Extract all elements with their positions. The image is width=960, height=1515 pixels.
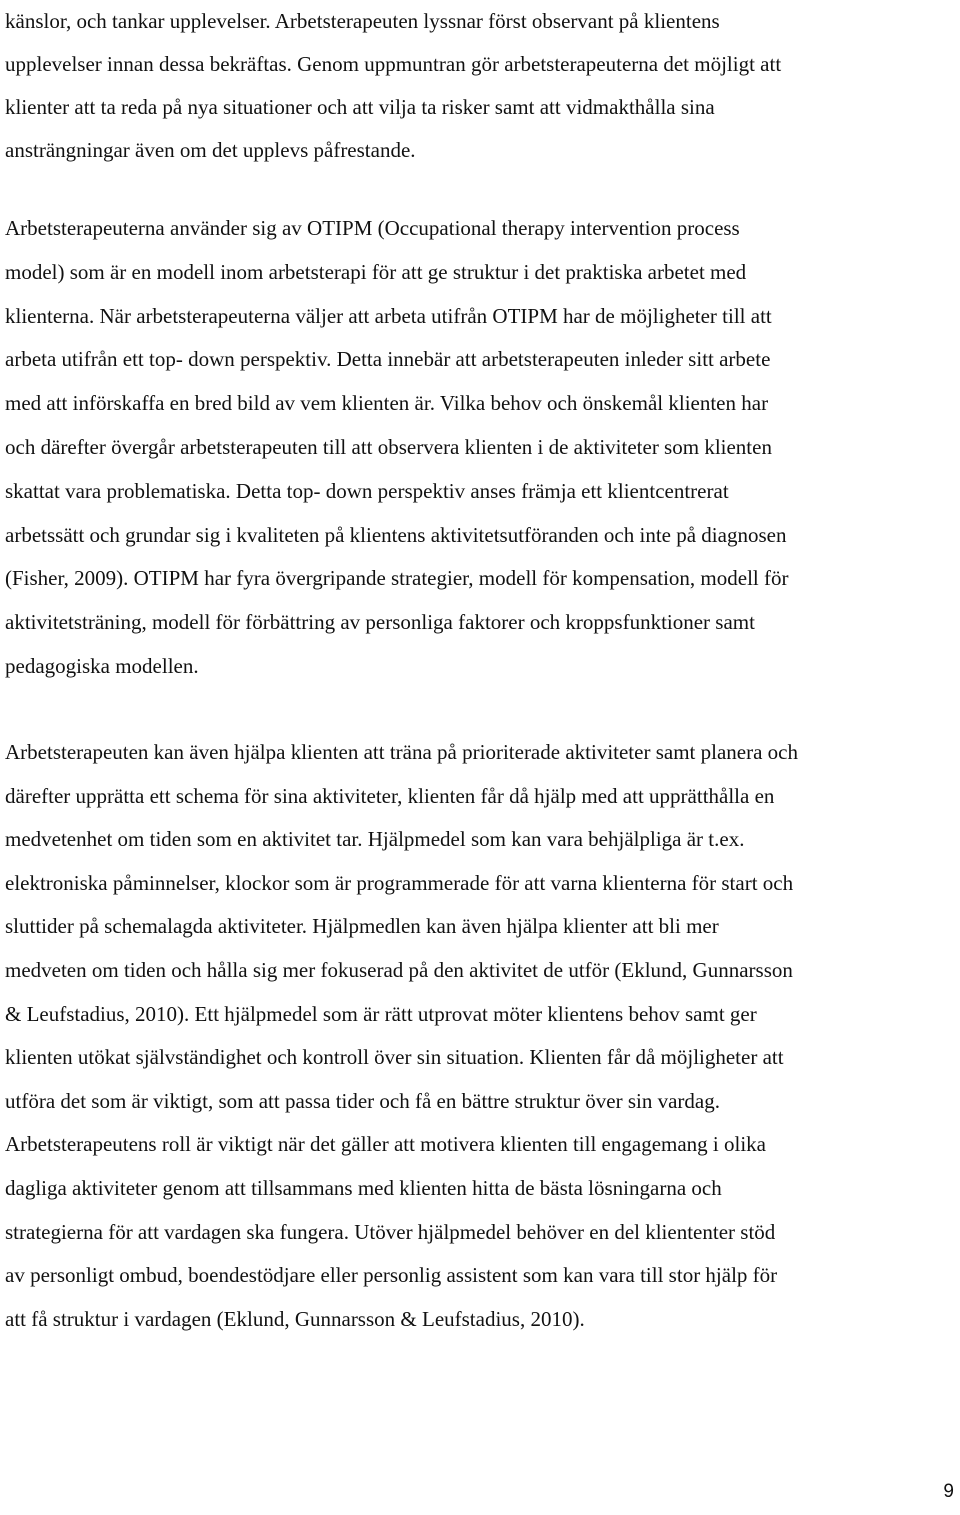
text-line: arbeta utifrån ett top- down perspektiv. Detta innebär att arbetsterapeuten inleder sitt arbete xyxy=(5,347,771,372)
text-line: känslor, och tankar upplevelser. Arbetsterapeuten lyssnar först observant på klientens xyxy=(5,9,720,33)
text-line: Arbetsterapeutens roll är viktigt när det gäller att motivera klienten till engagemang i olika xyxy=(5,1132,766,1157)
text-line: medveten om tiden och hålla sig mer fokuserad på den aktivitet de utför (Eklund, Gunnarsson xyxy=(5,957,793,982)
text-line: Arbetsterapeuterna använder sig av OTIPM (Occupational therapy intervention process xyxy=(5,216,740,240)
text-line: Arbetsterapeuten kan även hjälpa klienten att träna på prioriterade aktiviteter samt planera och xyxy=(5,740,798,764)
paragraph-2 xyxy=(5,207,788,689)
text-line: därefter upprätta ett schema för sina aktiviteter, klienten får då hjälp med att upprätthålla en xyxy=(5,783,775,808)
text-line: elektroniska påminnelser, klockor som är programmerade för att varna klienterna för start och xyxy=(5,870,794,895)
text-line: att få struktur i vardagen (Eklund, Gunnarsson & Leufstadius, 2010). xyxy=(5,1306,585,1331)
text-line: aktivitetsträning, modell för förbättring av personliga faktorer och kroppsfunktioner samt xyxy=(5,610,755,635)
text-line: model) som är en modell inom arbetsterapi för att ge struktur i det praktiska arbetet med xyxy=(5,259,747,284)
text-line: & Leufstadius, 2010). Ett hjälpmedel som är rätt utprovat möter klientens behov samt ger xyxy=(5,1001,757,1026)
text-line: dagliga aktiviteter genom att tillsammans med klienten hitta de bästa lösningarna och xyxy=(5,1175,722,1200)
paragraph-1 xyxy=(5,0,781,172)
text-line: (Fisher, 2009). OTIPM har fyra övergripande strategier, modell för kompensation, modell för xyxy=(5,566,789,591)
text-line: klienterna. När arbetsterapeuterna väljer att arbeta utifrån OTIPM har de möjligheter till att xyxy=(5,303,772,328)
text-line: skattat vara problematiska. Detta top- down perspektiv anses främja ett klientcentrerat xyxy=(5,478,729,503)
text-line: ansträngningar även om det upplevs påfrestande. xyxy=(5,138,416,162)
text-line: arbetssätt och grundar sig i kvaliteten på klientens aktivitetsutföranden och inte på diagnosen xyxy=(5,522,787,547)
text-line: av personligt ombud, boendestödjare eller personlig assistent som kan vara till stor hjälp för xyxy=(5,1263,778,1288)
text-line: pedagogiska modellen. xyxy=(5,653,199,678)
text-line: sluttider på schemalagda aktiviteter. Hjälpmedlen kan även hjälpa klienter att bli mer xyxy=(5,914,719,939)
text-line: och därefter övergår arbetsterapeuten till att observera klienten i de aktiviteter som klienten xyxy=(5,434,772,459)
text-line: upplevelser innan dessa bekräftas. Genom uppmuntran gör arbetsterapeuterna det möjligt att xyxy=(5,52,782,76)
text-line: utföra det som är viktigt, som att passa tider och få en bättre struktur över sin vardag. xyxy=(5,1088,720,1113)
text-line: strategierna för att vardagen ska fungera. Utöver hjälpmedel behöver en del kliententer stöd xyxy=(5,1219,776,1244)
text-line: med att införskaffa en bred bild av vem klienten är. Vilka behov och önskemål klienten har xyxy=(5,391,769,416)
page-number: 9 xyxy=(943,1481,954,1502)
text-line: klienten utökat självständighet och kontroll över sin situation. Klienten får då möjligheter att xyxy=(5,1045,784,1070)
text-line: medvetenhet om tiden som en aktivitet tar. Hjälpmedel som kan vara behjälpliga är t.ex. xyxy=(5,827,745,852)
text-line: klienter att ta reda på nya situationer och att vilja ta risker samt att vidmakthålla sina xyxy=(5,95,715,119)
paragraph-3 xyxy=(5,731,798,1341)
